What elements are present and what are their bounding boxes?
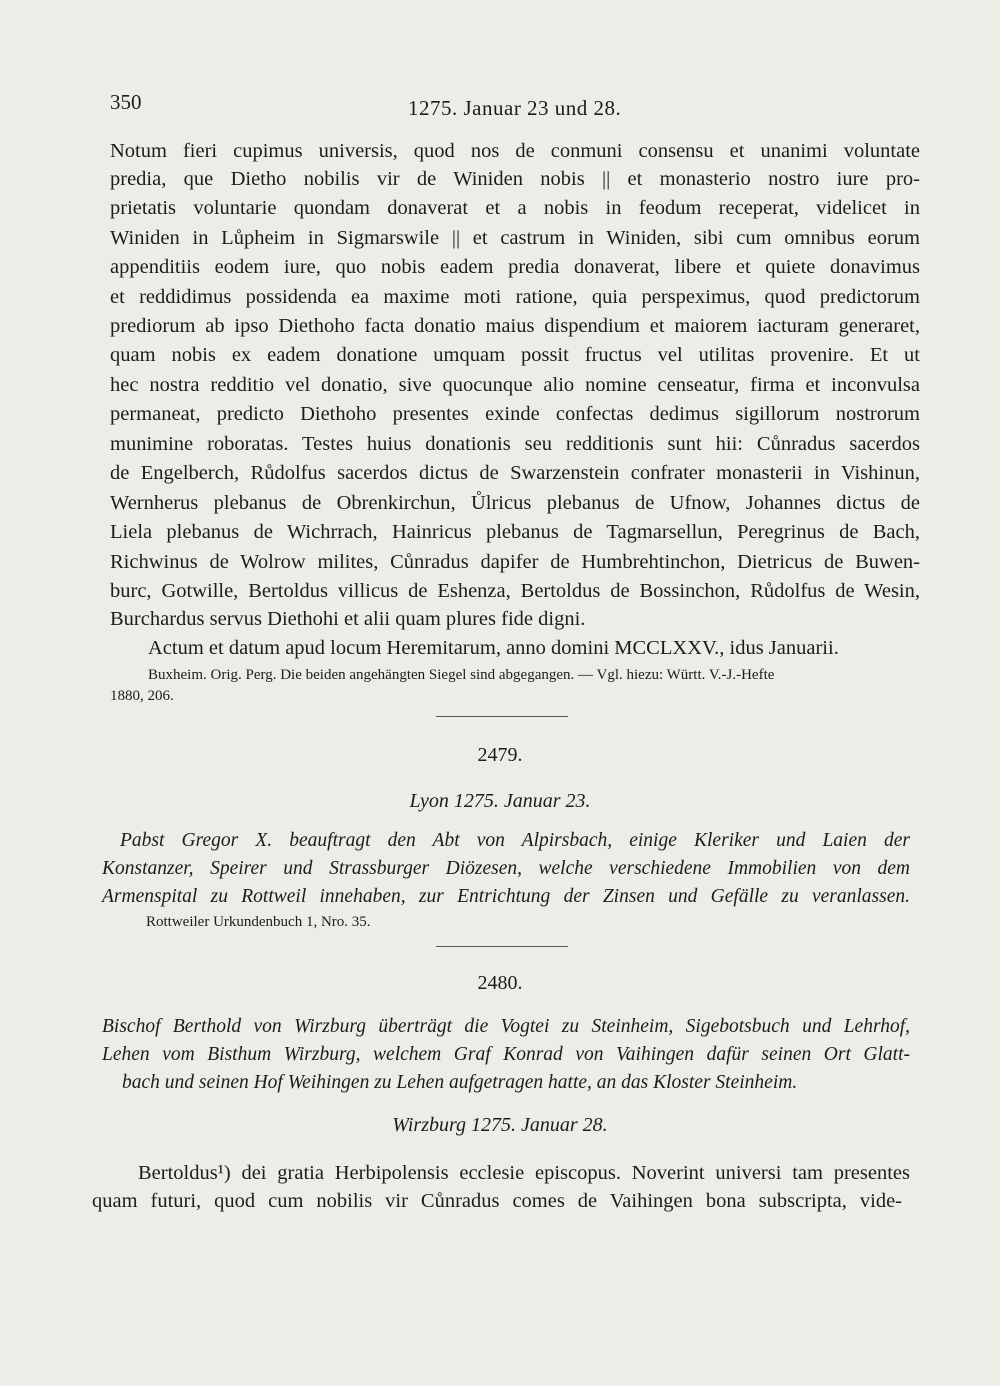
charter-line-last: Burchardus servus Diethohi et alii quam plures fide digni. [110,608,586,630]
page-number: 350 [110,90,142,114]
separator-rule [436,716,568,717]
charter-line: burc, Gotwille, Bertoldus villicus de Eshenza, Bertoldus de Bossinchon, Růdolfus de Wesin, [110,580,920,602]
regest-line: Armenspital zu Rottweil innehaben, zur Entrichtung der Zinsen und Gefälle zu veranlassen. [102,886,910,907]
charter-line: Bertoldus¹) dei gratia Herbipolensis ecclesie episcopus. Noverint universi tam presentes [138,1162,910,1184]
entry-number: 2479. [477,744,523,766]
separator-rule [436,946,568,947]
charter-line: Notum fieri cupimus universis, quod nos de conmuni consensu et unanimi voluntate [110,140,920,162]
actum-line: Actum et datum apud locum Heremitarum, anno domini MCCLXXV., idus Januarii. [148,637,839,659]
charter-line: quam futuri, quod cum nobilis vir Cůnradus comes de Vaihingen bona subscripta, vide- [92,1190,902,1212]
charter-line: prediorum ab ipso Diethoho facta donatio maius dispendium et maiorem iacturam generaret, [110,315,920,337]
charter-line: prietatis voluntarie quondam donaverat et a nobis in feodum receperat, videlicet in [110,197,920,219]
charter-line: predia, que Dietho nobilis vir de Winiden nobis || et monasterio nostro iure pro- [110,168,920,190]
charter-line: de Engelberch, Růdolfus sacerdos dictus de Swarzenstein confrater monasterii in Vishinun, [110,462,920,484]
charter-line: Winiden in Lůpheim in Sigmarswile || et castrum in Winiden, sibi cum omnibus eorum [110,227,920,249]
charter-line: munimine roboratas. Testes huius donationis seu redditionis sunt hii: Cůnradus sacerdos [110,433,920,455]
source-note: Buxheim. Orig. Perg. Die beiden angehängten Siegel sind abgegangen. — Vgl. hiezu: Württ. V.-J.-Hefte [148,667,775,683]
charter-line: et reddidimus possidenda ea maxime moti ratione, quia perspeximus, quod predictorum [110,286,920,308]
charter-line: permaneat, predicto Diethoho presentes exinde confectas dedimus sigillorum nostrorum [110,403,920,425]
regest-line-last: bach und seinen Hof Weihingen zu Lehen aufgetragen hatte, an das Kloster Steinheim. [122,1072,798,1093]
charter-line: hec nostra redditio vel donatio, sive quocunque alio nomine censeatur, firma et inconvulsa [110,374,920,396]
charter-line: quam nobis ex eadem donatione umquam possit fructus vel utilitas provenire. Et ut [110,344,920,366]
regest-line: Bischof Berthold von Wirzburg überträgt die Vogtei zu Steinheim, Sigebotsbuch und Lehrhof, [102,1016,910,1037]
running-head: 1275. Januar 23 und 28. [408,96,622,120]
entry-dateline: Lyon 1275. Januar 23. [409,790,591,812]
charter-line: appenditiis eodem iure, quo nobis eadem predia donaverat, libere et quiete donavimus [110,256,920,278]
regest-source: Rottweiler Urkundenbuch 1, Nro. 35. [146,914,371,930]
regest-line: Konstanzer, Speirer und Strassburger Diözesen, welche verschiedene Immobilien von dem [102,858,910,879]
charter-line: Wernherus plebanus de Obrenkirchun, Ůlricus plebanus de Ufnow, Johannes dictus de [110,492,920,514]
regest-line: Lehen vom Bisthum Wirzburg, welchem Graf Konrad von Vaihingen dafür seinen Ort Glatt- [102,1044,910,1065]
source-note-continued: 1880, 206. [110,688,174,704]
entry-dateline: Wirzburg 1275. Januar 28. [392,1114,608,1136]
charter-line: Richwinus de Wolrow milites, Cůnradus dapifer de Humbrehtinchon, Dietricus de Buwen- [110,551,920,573]
charter-line: Liela plebanus de Wichrrach, Hainricus plebanus de Tagmarsellun, Peregrinus de Bach, [110,521,920,543]
entry-number: 2480. [477,972,523,994]
regest-line: Pabst Gregor X. beauftragt den Abt von Alpirsbach, einige Kleriker und Laien der [120,830,910,851]
